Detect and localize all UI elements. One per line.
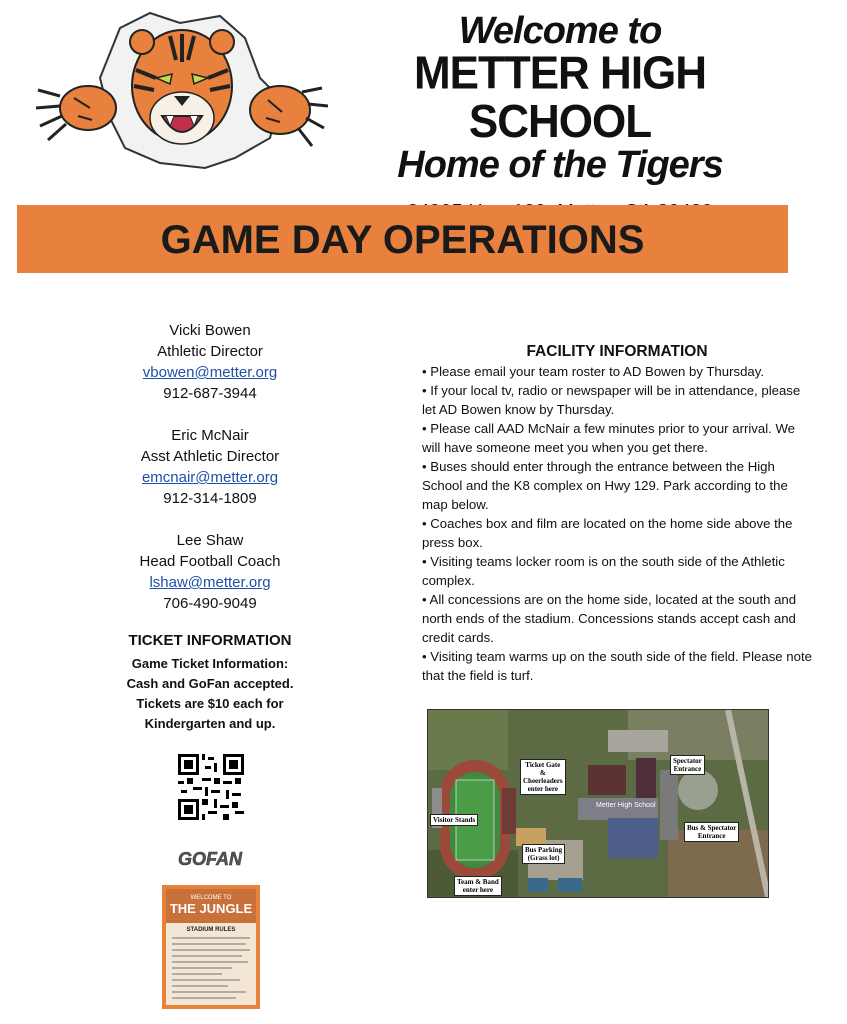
facility-item: • Visiting teams locker room is on the south side of the Athletic complex.	[422, 554, 785, 588]
map-label-visitor-stands: Visitor Stands	[430, 814, 478, 826]
facility-item: • All concessions are on the home side, located at the south and north ends of the stadium. Concessions stands accept cash and credit cards.	[422, 592, 797, 645]
facility-item: • Visiting team warms up on the south side of the field. Please note that the field is turf.	[422, 649, 812, 683]
contact-email-link[interactable]: lshaw@metter.org	[149, 574, 271, 591]
ticket-title: TICKET INFORMATION	[128, 632, 292, 649]
contact-card	[100, 425, 320, 509]
contact-phone: 912-687-3944	[163, 385, 257, 402]
facility-item: • If your local tv, radio or newspaper will be in attendance, please let AD Bowen know by Thursday.	[422, 383, 801, 417]
facility-item: • Coaches box and film are located on the home side above the press box.	[422, 516, 793, 550]
contact-phone: 706-490-9049	[163, 595, 257, 612]
ticket-line: Kindergarten and up.	[144, 716, 276, 731]
ticket-info	[105, 632, 315, 734]
facility-item: • Please call AAD McNair a few minutes prior to your arrival. We will have someone meet you when you get there.	[422, 421, 796, 455]
contact-title: Head Football Coach	[139, 553, 281, 570]
stadium-rules-poster	[162, 885, 260, 1009]
tiger-logo	[30, 8, 330, 178]
map-label-bus-parking: Bus Parking (Grass lot)	[522, 844, 565, 864]
header-school-name: METTER HIGH SCHOOL	[413, 47, 707, 148]
campus-map	[427, 709, 769, 898]
map-label-spectator-entrance: Spectator Entrance	[670, 755, 705, 775]
header-tagline: Home of the Tigers	[397, 144, 723, 186]
facility-title: FACILITY INFORMATION	[526, 343, 708, 360]
ticket-line: Game Ticket Information:	[131, 656, 289, 671]
facility-item: • Buses should enter through the entrance between the High School and the K8 complex on Hwy 129. Park according to the map below.	[422, 459, 788, 512]
facility-info	[422, 342, 812, 685]
jungle-rules: STADIUM RULES	[186, 927, 236, 933]
contact-phone: 912-314-1809	[163, 490, 257, 507]
jungle-title: THE JUNGLE	[169, 901, 253, 916]
title-banner	[17, 205, 788, 273]
ticket-line: Cash and GoFan accepted.	[126, 676, 294, 691]
contact-title: Asst Athletic Director	[140, 448, 280, 465]
contact-name: Eric McNair	[171, 427, 249, 444]
map-label-team-band: Team & Band enter here	[454, 876, 502, 896]
contact-name: Vicki Bowen	[169, 322, 251, 339]
header-welcome: Welcome to	[458, 10, 662, 52]
gofan-text: GOFAN	[177, 849, 243, 869]
ticket-line: Tickets are $10 each for	[136, 696, 284, 711]
header-text	[350, 10, 770, 226]
contact-email-link[interactable]: emcnair@metter.org	[141, 469, 279, 486]
ticket-body	[105, 654, 315, 734]
contact-title: Athletic Director	[157, 343, 263, 360]
map-label-school: Metter High School	[596, 802, 656, 809]
gofan-logo	[160, 848, 260, 870]
contact-card	[100, 320, 320, 404]
contact-name: Lee Shaw	[176, 532, 244, 549]
contacts-list	[100, 320, 320, 635]
contact-email-link[interactable]: vbowen@metter.org	[142, 364, 278, 381]
contact-card	[100, 530, 320, 614]
qr-code[interactable]	[178, 753, 244, 821]
jungle-welcome: WELCOME TO	[190, 895, 232, 901]
facility-item: • Please email your team roster to AD Bowen by Thursday.	[422, 364, 765, 379]
map-label-ticket-gate: Ticket Gate & Cheerleaders enter here	[520, 759, 566, 795]
banner-title: GAME DAY OPERATIONS	[160, 218, 645, 262]
map-label-bus-spectator: Bus & Spectator Entrance	[684, 822, 739, 842]
